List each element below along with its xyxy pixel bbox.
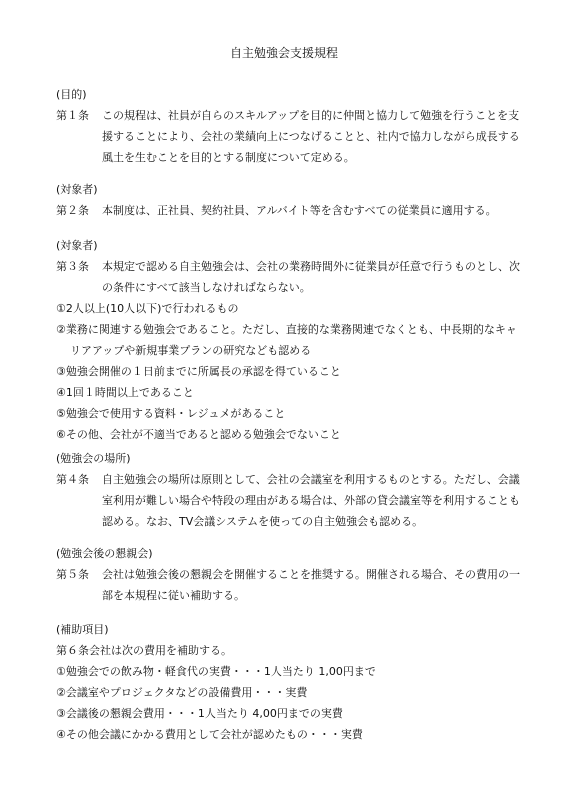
list-item: ⑤勉強会で使用する資料・レジュメがあること — [56, 407, 286, 420]
list-item: ①2人以上(10人以下)で行われるもの — [56, 302, 239, 315]
section-heading: (勉強会後の懇親会) — [56, 547, 153, 560]
section-scope — [56, 179, 526, 221]
list-item: ③勉強会開催の１日前までに所属長の承認を得ていること — [56, 365, 341, 378]
article-1 — [56, 105, 526, 168]
section-heading: (目的) — [56, 88, 87, 101]
section-purpose — [56, 84, 526, 168]
article-text: 自主勉強会の場所は原則として、会社の会議室を利用するものとする。ただし、会議室利用が難しい場合や特段の理由がある場合は、外部の貸会議室等を利用することも認める。なお、TV会議システムを使っての自主勉強会も認める。 — [102, 473, 520, 528]
list-item: ①勉強会での飲み物・軽食代の実費・・・1人当たり 1,00円まで — [56, 665, 376, 678]
article-number: 第３条 — [56, 260, 89, 273]
section-venue — [56, 448, 526, 532]
list-item: ②業務に関連する勉強会であること。ただし、直接的な業務関連でなくとも、中長期的なキャリアアップや新規事業プランの研究なども認める — [56, 323, 517, 357]
article-number: 第５条 — [56, 568, 89, 581]
list-item: ②会議室やプロジェクタなどの設備費用・・・実費 — [56, 686, 308, 699]
article-text: 会社は勉強会後の懇親会を開催することを推奨する。開催される場合、その費用の一部を本規程に従い補助する。 — [102, 568, 520, 602]
article-text: この規程は、社員が自らのスキルアップを目的に仲間と協力して勉強を行うことを支援することにより、会社の業績向上につなげることと、社内で協力しながら成長する風土を生むことを目的とする制度について定める。 — [102, 109, 520, 164]
section-heading: (勉強会の場所) — [56, 452, 131, 465]
section-social-gathering — [56, 543, 526, 606]
article-number: 第２条 — [56, 204, 89, 217]
article-text: 本規定で認める自主勉強会は、会社の業務時間外に従業員が任意で行うものとし、次の条件にすべて該当しなければならない。 — [102, 260, 520, 294]
article-6-text: 第６条会社は次の費用を補助する。 — [56, 644, 232, 657]
article-4 — [56, 469, 526, 532]
section-heading: (補助項目) — [56, 623, 109, 636]
list-item: ③会議後の懇親会費用・・・1人当たり 4,00円までの実費 — [56, 707, 343, 720]
section-heading: (対象者) — [56, 183, 98, 196]
article-3 — [56, 256, 526, 298]
list-item: ④1回１時間以上であること — [56, 386, 194, 399]
article-number: 第４条 — [56, 473, 89, 486]
article-text: 本制度は、正社員、契約社員、アルバイト等を含むすべての従業員に適用する。 — [102, 204, 497, 217]
document-title: 自主勉強会支援規程 — [229, 46, 338, 60]
article-number: 第１条 — [56, 109, 89, 122]
article-5 — [56, 564, 526, 606]
list-item: ④その他会議にかかる費用として会社が認めたもの・・・実費 — [56, 728, 363, 741]
list-item: ⑥その他、会社が不適当であると認める勉強会でないこと — [56, 428, 341, 441]
section-eligibility — [56, 235, 526, 445]
section-subsidy-items — [56, 619, 526, 745]
article-2 — [56, 200, 526, 221]
section-heading: (対象者) — [56, 239, 98, 252]
